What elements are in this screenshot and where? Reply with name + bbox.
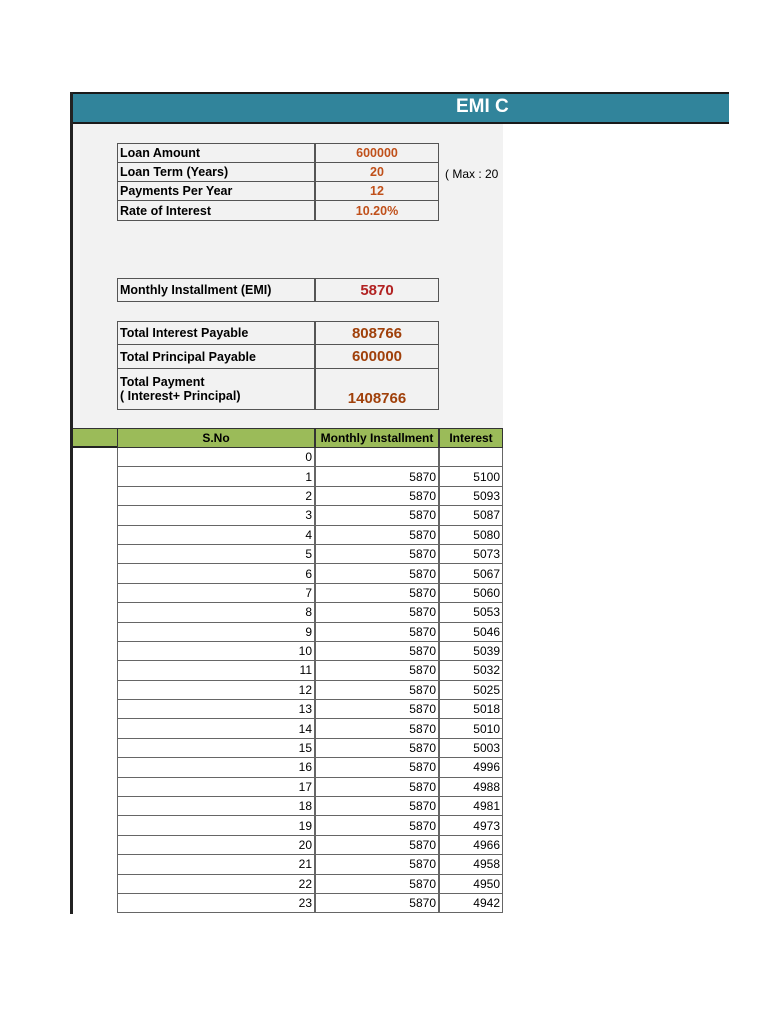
- cell-sno[interactable]: 20: [117, 836, 315, 855]
- cell-interest[interactable]: 5039: [439, 642, 503, 661]
- cell-sno[interactable]: 4: [117, 526, 315, 545]
- cell-interest[interactable]: 4942: [439, 894, 503, 913]
- cell-interest[interactable]: 5100: [439, 467, 503, 486]
- cell-installment[interactable]: 5870: [315, 623, 439, 642]
- cell-interest[interactable]: 5080: [439, 526, 503, 545]
- rate-of-interest-value[interactable]: 10.20%: [315, 201, 439, 221]
- total-principal-label: Total Principal Payable: [117, 345, 315, 369]
- cell-interest[interactable]: 5018: [439, 700, 503, 719]
- rate-of-interest-label: Rate of Interest: [117, 201, 315, 221]
- loan-term-value[interactable]: 20: [315, 163, 439, 182]
- header-sno: S.No: [117, 428, 315, 448]
- total-interest-label: Total Interest Payable: [117, 321, 315, 345]
- cell-sno[interactable]: 11: [117, 661, 315, 680]
- cell-interest[interactable]: 5087: [439, 506, 503, 525]
- cell-interest[interactable]: 5003: [439, 739, 503, 758]
- cell-installment[interactable]: [315, 448, 439, 467]
- cell-interest[interactable]: 4950: [439, 875, 503, 894]
- cell-installment[interactable]: 5870: [315, 855, 439, 874]
- cell-sno[interactable]: 21: [117, 855, 315, 874]
- cell-installment[interactable]: 5870: [315, 700, 439, 719]
- cell-interest[interactable]: 4966: [439, 836, 503, 855]
- cell-installment[interactable]: 5870: [315, 545, 439, 564]
- cell-interest[interactable]: 4973: [439, 816, 503, 835]
- cell-sno[interactable]: 23: [117, 894, 315, 913]
- cell-installment[interactable]: 5870: [315, 797, 439, 816]
- total-interest-value: 808766: [315, 321, 439, 345]
- cell-interest[interactable]: 5073: [439, 545, 503, 564]
- cell-sno[interactable]: 9: [117, 623, 315, 642]
- total-principal-value: 600000: [315, 345, 439, 369]
- cell-installment[interactable]: 5870: [315, 487, 439, 506]
- cell-installment[interactable]: 5870: [315, 778, 439, 797]
- total-payment-label-line2: ( Interest+ Principal): [120, 389, 241, 403]
- cell-installment[interactable]: 5870: [315, 467, 439, 486]
- cell-interest[interactable]: 5067: [439, 564, 503, 583]
- loan-term-note: ( Max : 20: [445, 167, 499, 181]
- cell-interest[interactable]: 5060: [439, 584, 503, 603]
- loan-term-label: Loan Term (Years): [117, 163, 315, 182]
- cell-interest[interactable]: 4981: [439, 797, 503, 816]
- cell-installment[interactable]: 5870: [315, 603, 439, 622]
- cell-interest[interactable]: 5025: [439, 681, 503, 700]
- title-bar: [73, 92, 729, 124]
- payments-per-year-value[interactable]: 12: [315, 182, 439, 201]
- total-payment-label-line1: Total Payment: [120, 375, 205, 389]
- total-payment-label: [117, 369, 315, 410]
- cell-interest[interactable]: 4996: [439, 758, 503, 777]
- loan-amount-label: Loan Amount: [117, 143, 315, 163]
- cell-installment[interactable]: 5870: [315, 564, 439, 583]
- cell-installment[interactable]: 5870: [315, 681, 439, 700]
- cell-installment[interactable]: 5870: [315, 758, 439, 777]
- cell-sno[interactable]: 19: [117, 816, 315, 835]
- cell-sno[interactable]: 13: [117, 700, 315, 719]
- total-payment-value: 1408766: [315, 369, 439, 410]
- cell-sno[interactable]: 18: [117, 797, 315, 816]
- cell-installment[interactable]: 5870: [315, 584, 439, 603]
- payments-per-year-label: Payments Per Year: [117, 182, 315, 201]
- cell-interest[interactable]: 5053: [439, 603, 503, 622]
- cell-sno[interactable]: 14: [117, 719, 315, 738]
- emi-value: 5870: [315, 278, 439, 302]
- cell-installment[interactable]: 5870: [315, 836, 439, 855]
- spreadsheet: [70, 92, 768, 914]
- cell-sno[interactable]: 7: [117, 584, 315, 603]
- cell-interest[interactable]: 4958: [439, 855, 503, 874]
- cell-sno[interactable]: 12: [117, 681, 315, 700]
- cell-sno[interactable]: 22: [117, 875, 315, 894]
- cell-interest[interactable]: 5032: [439, 661, 503, 680]
- cell-installment[interactable]: 5870: [315, 894, 439, 913]
- header-monthly-installment: Monthly Installment: [315, 428, 439, 448]
- cell-installment[interactable]: 5870: [315, 642, 439, 661]
- emi-label: Monthly Installment (EMI): [117, 278, 315, 302]
- cell-interest[interactable]: 5093: [439, 487, 503, 506]
- loan-amount-value[interactable]: 600000: [315, 143, 439, 163]
- cell-installment[interactable]: 5870: [315, 719, 439, 738]
- cell-sno[interactable]: 15: [117, 739, 315, 758]
- cell-sno[interactable]: 16: [117, 758, 315, 777]
- cell-sno[interactable]: 3: [117, 506, 315, 525]
- cell-sno[interactable]: 1: [117, 467, 315, 486]
- cell-installment[interactable]: 5870: [315, 526, 439, 545]
- cell-sno[interactable]: 5: [117, 545, 315, 564]
- cell-sno[interactable]: 8: [117, 603, 315, 622]
- cell-interest[interactable]: 4988: [439, 778, 503, 797]
- page-title: EMI C: [456, 96, 509, 117]
- cell-installment[interactable]: 5870: [315, 875, 439, 894]
- cell-sno[interactable]: 2: [117, 487, 315, 506]
- cell-sno[interactable]: 0: [117, 448, 315, 467]
- header-interest: Interest: [439, 428, 503, 448]
- cell-sno[interactable]: 6: [117, 564, 315, 583]
- cell-interest[interactable]: 5010: [439, 719, 503, 738]
- cell-sno[interactable]: 10: [117, 642, 315, 661]
- cell-installment[interactable]: 5870: [315, 661, 439, 680]
- cell-sno[interactable]: 17: [117, 778, 315, 797]
- cell-interest[interactable]: [439, 448, 503, 467]
- cell-installment[interactable]: 5870: [315, 506, 439, 525]
- cell-interest[interactable]: 5046: [439, 623, 503, 642]
- cell-installment[interactable]: 5870: [315, 816, 439, 835]
- cell-installment[interactable]: 5870: [315, 739, 439, 758]
